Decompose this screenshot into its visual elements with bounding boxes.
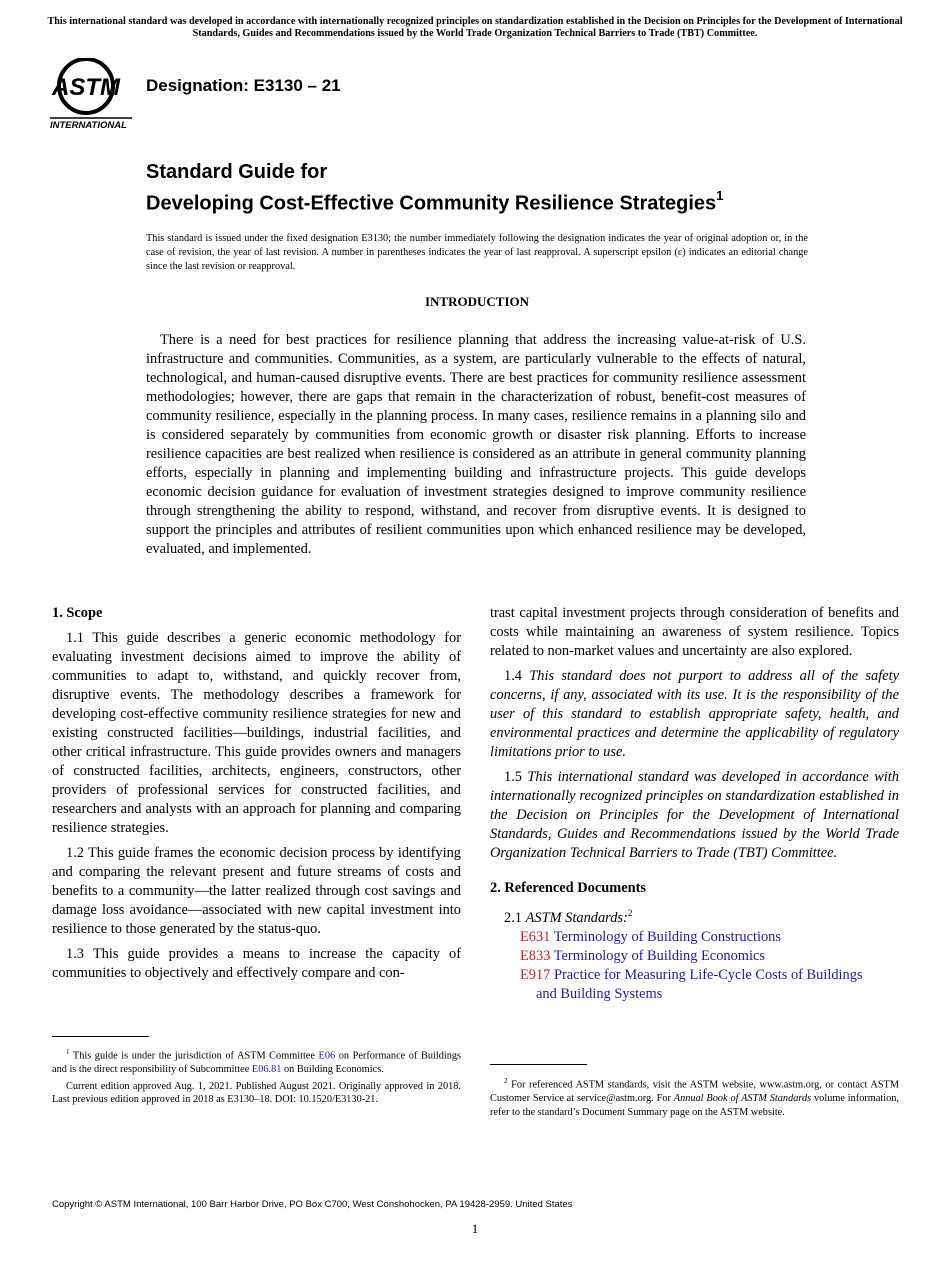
page-number: 1 [471,1221,479,1236]
reference-code[interactable]: E833 [520,947,551,964]
paragraph-1-3-part1: 1.3 This guide provides a means to increase the capacity of communities to objectively and effectively compare and con- [52,946,461,981]
subheading-number: 2.1 [504,909,522,926]
introduction-text: There is a need for best practices for resilience planning that address the increasing value-at-risk of U.S. infrastructure and communities. Communities, as a system, are particularly vulnerable to the effects of natural, technological, and human-caused disruptive events. There are best practices for community resilience assessment methodologies; however, there are gaps that remain in the characterization of robust, benefit-cost measures of community resilience, especially in the planning process. In many cases, resilience remains in a planning silo and is considered separately by communities from economic growth or disaster risk planning. Efforts to increase resilience capacities are best realized when resilience is considered as an attribute in general community planning efforts, especially in planning and implementing building and infrastructure projects. This guide develops economic decision guidance for evaluation of investment strategies designed to improve community resilience through strengthening the ability to respond, withstand, and recover from disruptive events. It is designed to support the principles and attributes of resilient communities upon which enhanced resilience may be developed, evaluated, and implemented. [146,332,806,557]
footnote-2-book-title: Annual Book of ASTM Standards [673,1093,812,1105]
title-line-1: Standard Guide for [146,161,328,183]
footnote-2-text [490,1075,899,1119]
referenced-documents-heading: 2. Referenced Documents [490,880,646,896]
title-line-2 [146,185,846,217]
paragraph-1-5-text: This international standard was developed in accordance with internationally recognized principles on standardization established in the Decision on Principles for the Development of International Standards, Guides and Recommendations issued by the World Trade Organization Technical Barriers to Trade (TBT) Committee. [490,769,899,861]
footnote-2-text-a: For referenced ASTM standards, visit the ASTM website, www.astm.org, or contact ASTM Customer Service at service@astm.org. For [490,1079,900,1105]
footnote-2 [490,1075,899,1122]
footnote-1 [52,1046,461,1110]
footnote-1-jurisdiction [52,1046,461,1077]
paragraph-1-3-part2: trast capital investment projects through consideration of benefits and costs while maintaining an awareness of system resilience. Topics related to non-market values and uncertainty are also explored. [490,605,899,659]
reference-title[interactable]: Terminology of Building Constructions [553,928,781,945]
logo-subtitle: INTERNATIONAL [50,120,127,131]
reference-code[interactable]: E631 [520,928,551,945]
reference-title[interactable]: Terminology of Building Economics [553,947,765,964]
footnote-2-marker: 2 [504,1077,508,1085]
paragraph-1-4-text: This standard does not purport to address all of the safety concerns, if any, associated with its use. It is the responsibility of the user of this standard to establish appropriate safety, health, and environmental practices and determine the applicability of regulatory limitations prior to use. [490,668,899,760]
subheading-title: ASTM Standards: [525,909,628,926]
footnote-1-text-a: This guide is under the jurisdiction of ASTM Committee [72,1050,315,1062]
paragraph-1-5 [490,768,899,863]
paragraph-1-2: 1.2 This guide frames the economic decision process by identifying and comparing the relevant present and future streams of costs and benefits to a community—the latter realized through cost savings and damage loss avoidance—associated with new capital investment into resilience to those generated by the status-quo. [52,845,461,937]
footnote-rule-left [52,1036,149,1037]
title-footnote-marker: 1 [716,188,724,203]
footnote-1-text-c: on Building Economics. [283,1064,384,1076]
reference-title[interactable]: Practice for Measuring Life-Cycle Costs of Buildings [554,966,863,983]
tbt-notice: This international standard was developed in accordance with internationally recognized principles on standardization established in the Decision on Principles for the Development of International Standards, Guides and Recommendations issued by the World Trade Organization Technical Barriers to Trade (TBT) Committee. [47,16,903,39]
paragraph-1-5-number: 1.5 [504,769,522,785]
copyright: Copyright © ASTM International, 100 Barr Harbor Drive, PO Box C700, West Conshohocken, PA 19428-2959. United States [52,1199,573,1210]
astm-logo [50,58,136,132]
designation: Designation: E3130 – 21 [146,76,341,95]
astm-logo-graphic [50,58,136,132]
title-line-2-text: Developing Cost-Effective Community Resilience Strategies [146,192,717,215]
reference-e833[interactable] [490,947,899,966]
footnote-rule-right [490,1064,587,1065]
footnote-1-edition: Current edition approved Aug. 1, 2021. Published August 2021. Originally approved in 2018. Last previous edition approved in 2018 as E3130–18. DOI: 10.1520/E3130-21. [52,1080,461,1106]
scope-heading: 1. Scope [52,605,103,621]
subheading-footnote-marker: 2 [627,908,633,918]
paragraph-1-1: 1.1 This guide describes a generic economic methodology for evaluating investment decisions aimed to improve the ability of communities to adapt to, withstand, and quickly recover from, disruptive events. The methodology describes a framework for developing cost-effective community resilience strategies for new and existing constructed facilities—buildings, industrial facilities, and other critical infrastructure. This guide provides owners and managers of constructed facilities, architects, engineers, constructors, other providers of professional services for constructed facilities, and researchers and analysts with an approach for planning and comparing resilience strategies. [52,630,461,836]
footnote-2-text-b: volume information, refer to the standard’s Document Summary page on the ASTM website. [490,1093,899,1118]
paragraph-1-4-number: 1.4 [504,668,522,684]
subcommittee-link[interactable]: E06.81 [251,1064,282,1076]
issued-note: This standard is issued under the fixed designation E3130; the number immediately following the designation indicates the year of original adoption or, in the case of revision, the year of last revision. A number in parentheses indicates the year of last reapproval. A superscript epsilon (ε) indicates an editorial change since the last revision or reapproval. [146,233,808,273]
right-column [490,604,899,1004]
committee-link[interactable]: E06 [318,1050,336,1062]
document-title [146,160,846,217]
logo-letters: ASTM [52,74,120,101]
paragraph-1-4 [490,667,899,762]
reference-title-continued[interactable]: and Building Systems [536,985,663,1002]
reference-e631[interactable] [490,928,899,947]
reference-code[interactable]: E917 [520,966,551,983]
introduction-heading: INTRODUCTION [424,294,529,309]
reference-e917[interactable] [490,966,899,1004]
astm-standards-subheading [490,904,899,928]
footnote-1-text-b: on Performance of Buildings and is the direct responsibility of Subcommittee [52,1050,462,1076]
footnote-1-marker: 1 [66,1048,70,1056]
left-column [52,604,461,989]
